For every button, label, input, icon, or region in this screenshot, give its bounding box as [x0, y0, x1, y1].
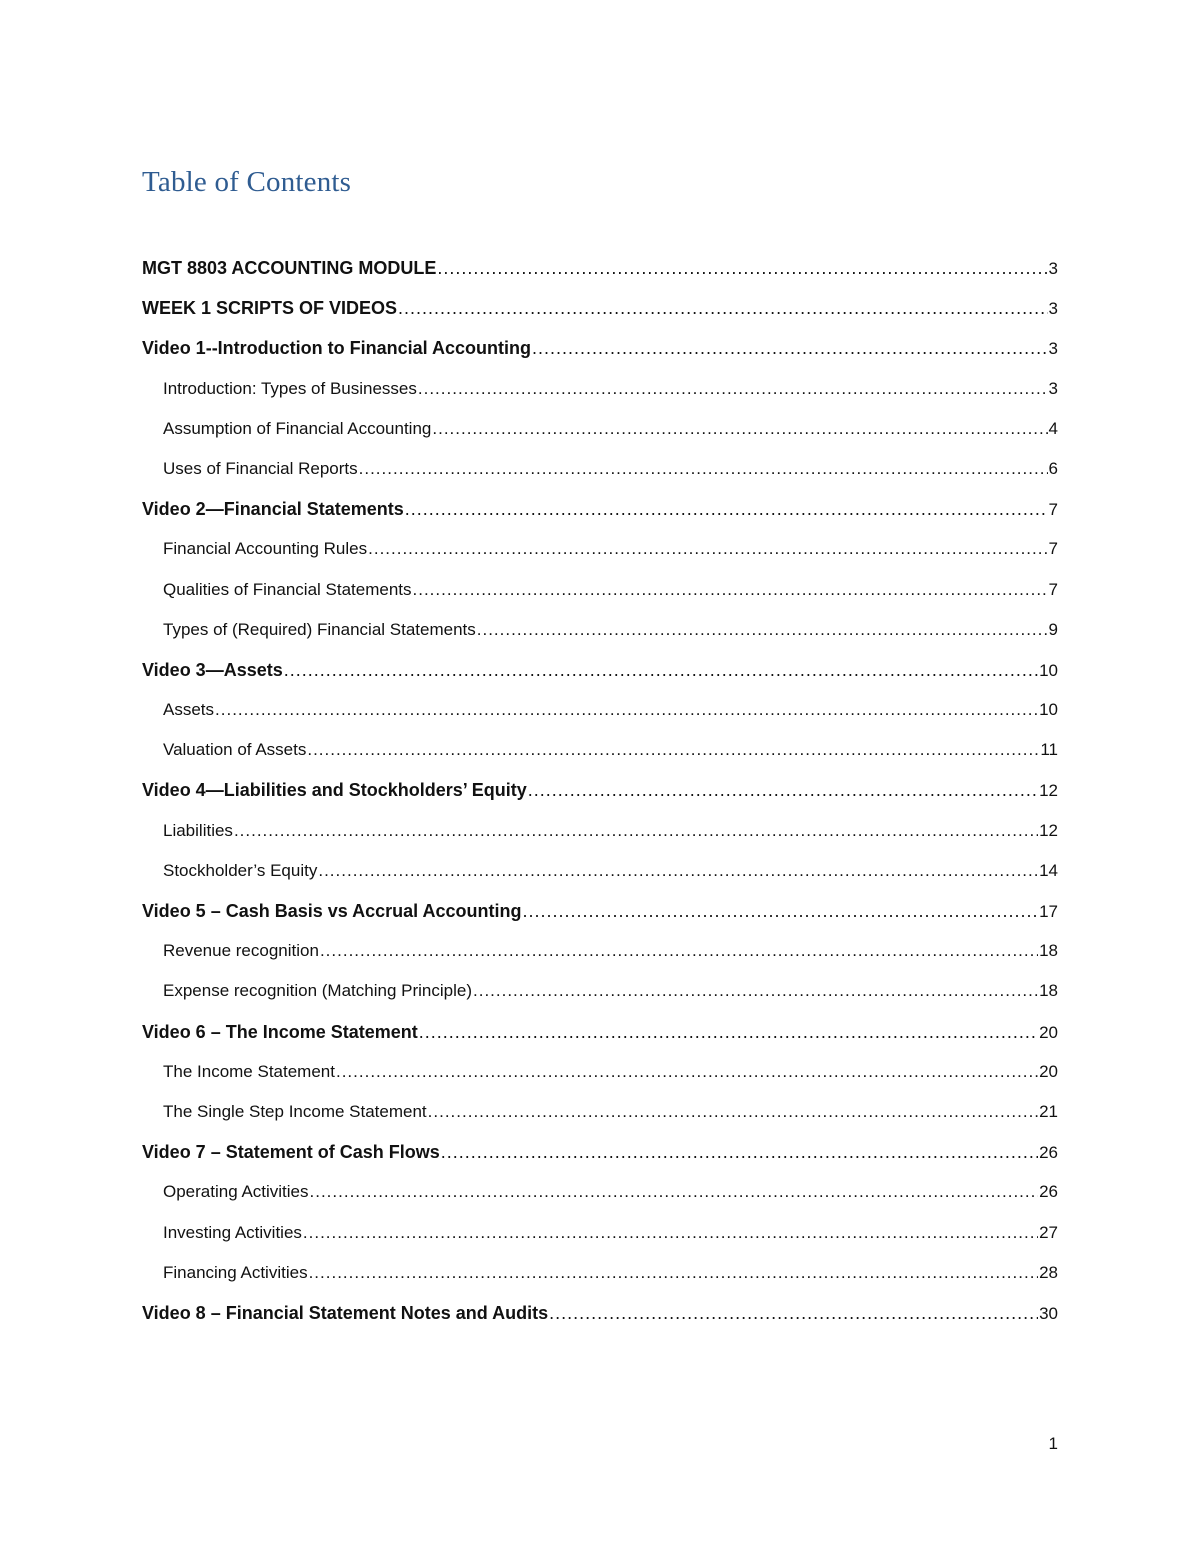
- toc-entry-page: 12: [1039, 781, 1058, 801]
- toc-entry-text: Stockholder’s Equity: [163, 860, 318, 880]
- toc-dot-leader: [359, 451, 1048, 487]
- toc-entry[interactable]: [142, 1094, 1058, 1134]
- toc-entry-page: 30: [1039, 1303, 1058, 1323]
- toc-entry[interactable]: [142, 1295, 1058, 1335]
- toc-dot-leader: [522, 893, 1038, 929]
- toc-entry-text: Investing Activities: [163, 1222, 302, 1242]
- toc-entry-page: 20: [1039, 1022, 1058, 1042]
- page-number: 1: [1048, 1434, 1058, 1453]
- toc-entry-page: 26: [1039, 1182, 1058, 1202]
- page-title: Table of Contents: [142, 166, 352, 198]
- toc-entry[interactable]: [142, 572, 1058, 612]
- toc-dot-leader: [318, 853, 1038, 889]
- toc-dot-leader: [441, 1134, 1038, 1170]
- toc-entry-text: Qualities of Financial Statements: [163, 579, 412, 599]
- toc-entry[interactable]: [142, 1255, 1058, 1295]
- toc-entry-text: Assumption of Financial Accounting: [163, 418, 432, 438]
- toc-entry[interactable]: [142, 371, 1058, 411]
- toc-entry-page: 21: [1039, 1101, 1058, 1121]
- toc-entry-page: 3: [1048, 339, 1058, 359]
- toc-entry[interactable]: [142, 973, 1058, 1013]
- toc-entry[interactable]: [142, 1014, 1058, 1054]
- toc-entry-text: Video 3—Assets: [142, 659, 283, 680]
- toc-entry[interactable]: [142, 692, 1058, 732]
- toc-dot-leader: [473, 973, 1038, 1009]
- toc-entry-text: The Income Statement: [163, 1061, 335, 1081]
- toc-entry-text: Video 1--Introduction to Financial Accounting: [142, 338, 531, 359]
- toc-dot-leader: [405, 491, 1048, 527]
- toc-dot-leader: [284, 652, 1038, 688]
- toc-entry-page: 17: [1039, 902, 1058, 921]
- toc-entry-page: 7: [1048, 579, 1058, 599]
- toc-dot-leader: [437, 250, 1047, 286]
- toc-entry-page: 20: [1039, 1061, 1058, 1081]
- toc-entry[interactable]: [142, 531, 1058, 571]
- toc-entry-text: Financial Accounting Rules: [163, 539, 368, 559]
- toc-entry-page: 3: [1048, 378, 1058, 398]
- toc-entry-text: Video 5 – Cash Basis vs Accrual Accounting: [142, 901, 522, 921]
- toc-dot-leader: [398, 290, 1047, 326]
- toc-entry[interactable]: [142, 813, 1058, 853]
- toc-entry[interactable]: [142, 1215, 1058, 1255]
- toc-entry[interactable]: [142, 612, 1058, 652]
- table-of-contents: [142, 250, 1058, 1335]
- toc-entry-page: 12: [1039, 820, 1058, 840]
- toc-dot-leader: [234, 813, 1038, 849]
- toc-entry-page: 10: [1039, 700, 1058, 720]
- toc-entry[interactable]: [142, 290, 1058, 330]
- toc-entry[interactable]: [142, 772, 1058, 812]
- toc-entry[interactable]: [142, 1054, 1058, 1094]
- toc-entry[interactable]: [142, 1134, 1058, 1174]
- toc-dot-leader: [532, 330, 1048, 366]
- toc-entry-text: Uses of Financial Reports: [163, 458, 358, 478]
- toc-entry[interactable]: [142, 893, 1058, 933]
- toc-dot-leader: [307, 732, 1039, 768]
- toc-entry-page: 4: [1048, 418, 1058, 438]
- toc-dot-leader: [309, 1255, 1039, 1291]
- toc-entry-text: WEEK 1 SCRIPTS OF VIDEOS: [142, 298, 398, 319]
- toc-dot-leader: [413, 572, 1048, 608]
- toc-dot-leader: [549, 1295, 1038, 1331]
- toc-entry[interactable]: [142, 652, 1058, 692]
- toc-entry-text: Expense recognition (Matching Principle): [163, 981, 472, 1001]
- toc-entry-text: MGT 8803 ACCOUNTING MODULE: [142, 258, 437, 278]
- toc-entry[interactable]: [142, 491, 1058, 531]
- toc-dot-leader: [418, 371, 1048, 407]
- toc-entry-text: Video 2—Financial Statements: [142, 499, 404, 520]
- toc-entry-page: 6: [1048, 458, 1058, 478]
- toc-entry-page: 10: [1039, 660, 1058, 680]
- toc-entry-text: Video 6 – The Income Statement: [142, 1021, 418, 1042]
- toc-entry-page: 7: [1048, 539, 1058, 559]
- toc-entry-page: 9: [1048, 619, 1058, 639]
- toc-entry[interactable]: [142, 732, 1058, 772]
- toc-entry-page: 18: [1039, 941, 1058, 961]
- toc-entry-text: The Single Step Income Statement: [163, 1101, 427, 1121]
- toc-entry[interactable]: [142, 330, 1058, 370]
- toc-dot-leader: [303, 1215, 1038, 1251]
- toc-entry-page: 11: [1040, 740, 1058, 760]
- toc-entry-text: Liabilities: [163, 820, 233, 840]
- toc-entry-page: 18: [1039, 981, 1058, 1001]
- toc-dot-leader: [310, 1174, 1039, 1210]
- toc-entry-text: Valuation of Assets: [163, 740, 307, 760]
- toc-entry-text: Operating Activities: [163, 1182, 309, 1202]
- toc-entry-page: 14: [1039, 860, 1058, 880]
- toc-entry-page: 27: [1039, 1222, 1058, 1242]
- toc-entry-text: Video 7 – Statement of Cash Flows: [142, 1142, 440, 1163]
- toc-entry-page: 7: [1048, 500, 1058, 520]
- toc-entry[interactable]: [142, 250, 1058, 290]
- toc-dot-leader: [432, 411, 1047, 447]
- toc-dot-leader: [528, 772, 1038, 808]
- toc-dot-leader: [477, 612, 1048, 648]
- toc-dot-leader: [428, 1094, 1038, 1130]
- toc-entry[interactable]: [142, 853, 1058, 893]
- toc-entry-text: Introduction: Types of Businesses: [163, 378, 417, 398]
- toc-entry-page: 3: [1048, 259, 1058, 278]
- toc-entry[interactable]: [142, 451, 1058, 491]
- toc-dot-leader: [336, 1054, 1038, 1090]
- toc-entry-text: Video 4—Liabilities and Stockholders’ Equity: [142, 780, 527, 801]
- toc-entry-text: Video 8 – Financial Statement Notes and Audits: [142, 1302, 549, 1323]
- toc-dot-leader: [320, 933, 1038, 969]
- toc-dot-leader: [215, 692, 1038, 728]
- toc-entry-page: 26: [1039, 1143, 1058, 1163]
- toc-dot-leader: [368, 531, 1047, 567]
- toc-entry-text: Types of (Required) Financial Statements: [163, 619, 476, 639]
- toc-entry-text: Assets: [163, 700, 215, 720]
- toc-entry[interactable]: [142, 1174, 1058, 1214]
- toc-entry-page: 3: [1048, 299, 1058, 319]
- toc-entry-page: 28: [1039, 1262, 1058, 1282]
- toc-entry[interactable]: [142, 411, 1058, 451]
- toc-entry-text: Revenue recognition: [163, 941, 319, 961]
- toc-entry[interactable]: [142, 933, 1058, 973]
- toc-entry-text: Financing Activities: [163, 1262, 308, 1282]
- toc-dot-leader: [419, 1014, 1038, 1050]
